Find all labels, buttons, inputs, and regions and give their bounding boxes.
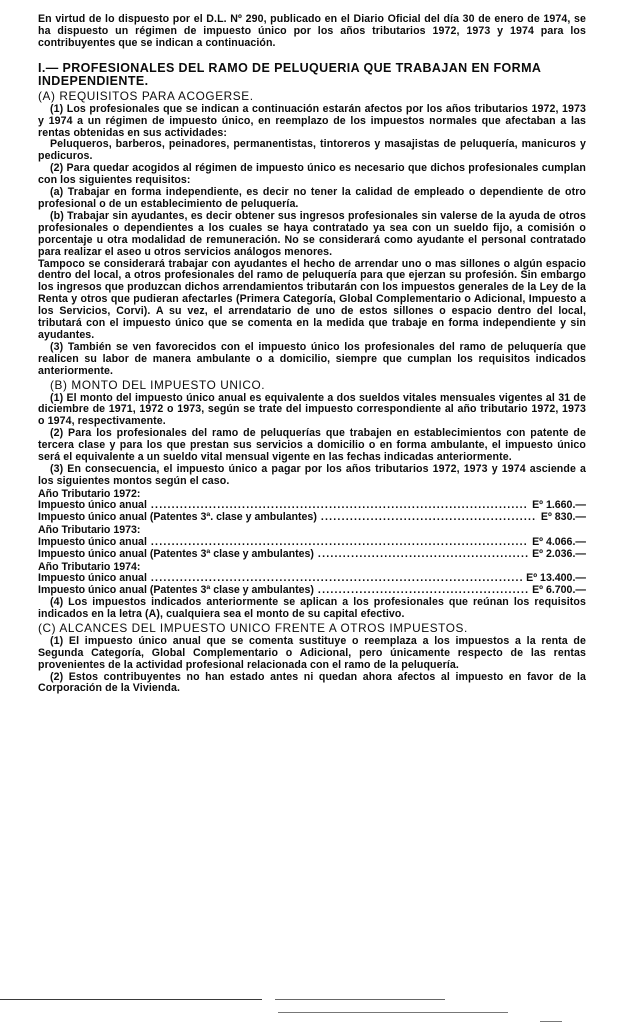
paragraph-b4: (4) Los impuestos indicados anteriormente se aplican a los profesionales que reúnan los requisitos indicados en la letra (A), cualquiera sea el monto de su capital efectivo.	[38, 596, 586, 620]
tax-row-amount: Eº 830.—	[540, 511, 586, 524]
footer-scan-noise	[278, 1012, 508, 1013]
paragraph-a1-list: Peluqueros, barberos, peinadores, permanentistas, tintoreros y masajistas de peluquería, manicuros y pedicuros.	[38, 138, 586, 163]
intro-paragraph: En virtud de lo dispuesto por el D.L. Nº 290, publicado en el Diario Oficial del día 30 de enero de 1974, se ha dispuesto un régimen de impuesto único por los años tributarios 1972, 1973 y 1974 para los contribuyentes que se indican a continuación.	[38, 13, 586, 49]
year-label: Año Tributario 1973:	[38, 524, 141, 537]
year-label: Año Tributario 1972:	[38, 487, 141, 500]
paragraph-c1: (1) El impuesto único anual que se comenta sustituye o reemplaza a los impuestos a la renta de Segunda Categoría, Global Complementario o Adicional, pero únicamente respecto de las rentas provenientes de la actividad profesional relacionada con el ramo de la peluquería.	[38, 634, 586, 671]
subheading-monto: (B) MONTO DEL IMPUESTO UNICO.	[50, 377, 266, 392]
paragraph-b2: (2) Para los profesionales del ramo de peluquerías que trabajen en establecimientos con patente de tercera clase y para los que prestan sus servicios a domicilio o en forma ambulante, el impuesto único será el equivalente a un sueldo vital mensual vigente en las fechas indicadas anteriormente.	[38, 427, 586, 464]
paragraph-a3: (3) También se ven favorecidos con el impuesto único los profesionales del ramo de peluquería que realicen su labor de manera ambulante o a domicilio, siempre que cumplan los requisitos indicados anteriormente.	[38, 340, 586, 377]
tax-row-desc: Impuesto único anual	[38, 499, 147, 512]
tax-row-amount: Eº 6.700.—	[532, 584, 586, 597]
tax-row-desc: Impuesto único anual (Patentes 3ª clase y ambulantes)	[38, 584, 314, 597]
subheading-alcances: (C) ALCANCES DEL IMPUESTO UNICO FRENTE A OTROS IMPUESTOS.	[38, 620, 468, 635]
tax-row-amount: Eº 4.066.—	[532, 535, 586, 548]
tax-row-desc: Impuesto único anual (Patentes 3ª. clase y ambulantes)	[38, 511, 317, 524]
footer-rule-middle	[275, 999, 445, 1000]
section-heading: I.— PROFESIONALES DEL RAMO DE PELUQUERIA QUE TRABAJAN EN FORMA INDEPENDIENTE.	[38, 60, 541, 89]
paragraph-a2a: (a) Trabajar en forma independiente, es decir no tener la calidad de empleado o dependiente de otro profesional o de un establecimiento de peluquería.	[38, 186, 586, 210]
tax-row-desc: Impuesto único anual (Patentes 3ª clase y ambulantes)	[38, 547, 314, 560]
paragraph-a2: (2) Para quedar acogidos al régimen de impuesto único es necesario que dichos profesionales cumplan con los siguientes requisitos:	[38, 162, 586, 187]
tax-row-amount: Eº 2.036.—	[532, 547, 586, 560]
paragraph-b3: (3) En consecuencia, el impuesto único a pagar por los años tributarios 1972, 1973 y 1974 asciende a los siguientes montos según el caso.	[38, 463, 586, 487]
year-label: Año Tributario 1974:	[38, 560, 141, 573]
paragraph-c2: (2) Estos contribuyentes no han estado antes ni quedan ahora afectos al impuesto en favor de la Corporación de la Vivienda.	[38, 670, 586, 695]
tax-row-desc: Impuesto único anual	[38, 572, 147, 585]
tax-row-amount: Eº 13.400.—	[526, 572, 586, 585]
tax-row-desc: Impuesto único anual	[38, 535, 147, 548]
dot-leader	[321, 512, 537, 524]
subheading-requisitos: (A) REQUISITOS PARA ACOGERSE.	[38, 88, 254, 103]
footer-scan-noise	[540, 1021, 562, 1022]
dot-leader	[151, 537, 528, 549]
footer-rule-left	[0, 999, 262, 1000]
document-page	[38, 14, 586, 695]
tax-row	[38, 549, 586, 561]
tax-row	[38, 512, 586, 524]
paragraph-a2c: Tampoco se considerará trabajar con ayudantes el hecho de arrendar uno o mas sillones o algún espacio dentro del local, a otros profesionales del ramo de peluquería para que ejerzan su profesión. Sin embargo los ingresos que produzcan dichos arrendamientos tributarán con los impuestos generales de la Ley de la Renta y otros que pudieran afectarles (Primera Categoría, Global Complementario o Adicional, Impuesto a los Servicios, Corvi). A su vez, el arrendatario de uno de estos sillones o espacio dentro del local, tributará con el impuesto único que se comenta en la medida que trabaje en forma independiente y sin ayudantes.	[38, 257, 586, 341]
paragraph-a1: (1) Los profesionales que se indican a continuación estarán afectos por los años tributarios 1972, 1973 y 1974 a un régimen de impuesto único, en reemplazo de los impuestos normales que afectaban a las rentas obtenidas en sus actividades:	[38, 102, 586, 139]
tax-table	[38, 489, 586, 597]
tax-row	[38, 537, 586, 549]
tax-row-amount: Eº 1.660.—	[532, 499, 586, 512]
paragraph-a2b: (b) Trabajar sin ayudantes, es decir obtener sus ingresos profesionales sin valerse de la ayuda de otros profesionales o dependientes a los cuales se haya contratado ya sea con un sueldo fijo, a comisión o porcentaje u otra modalidad de remuneración. No se considerará como ayudante el personal contratado para realizar el aseo u otros servicios análogos menores.	[38, 209, 586, 258]
paragraph-b1: (1) El monto del impuesto único anual es equivalente a dos sueldos vitales mensuales vigentes al 31 de diciembre de 1971, 1972 o 1973, según se trate del impuesto correspondiente al año tributario 1972, 1973 o 1974, respectivamente.	[38, 391, 586, 428]
dot-leader	[318, 549, 528, 561]
